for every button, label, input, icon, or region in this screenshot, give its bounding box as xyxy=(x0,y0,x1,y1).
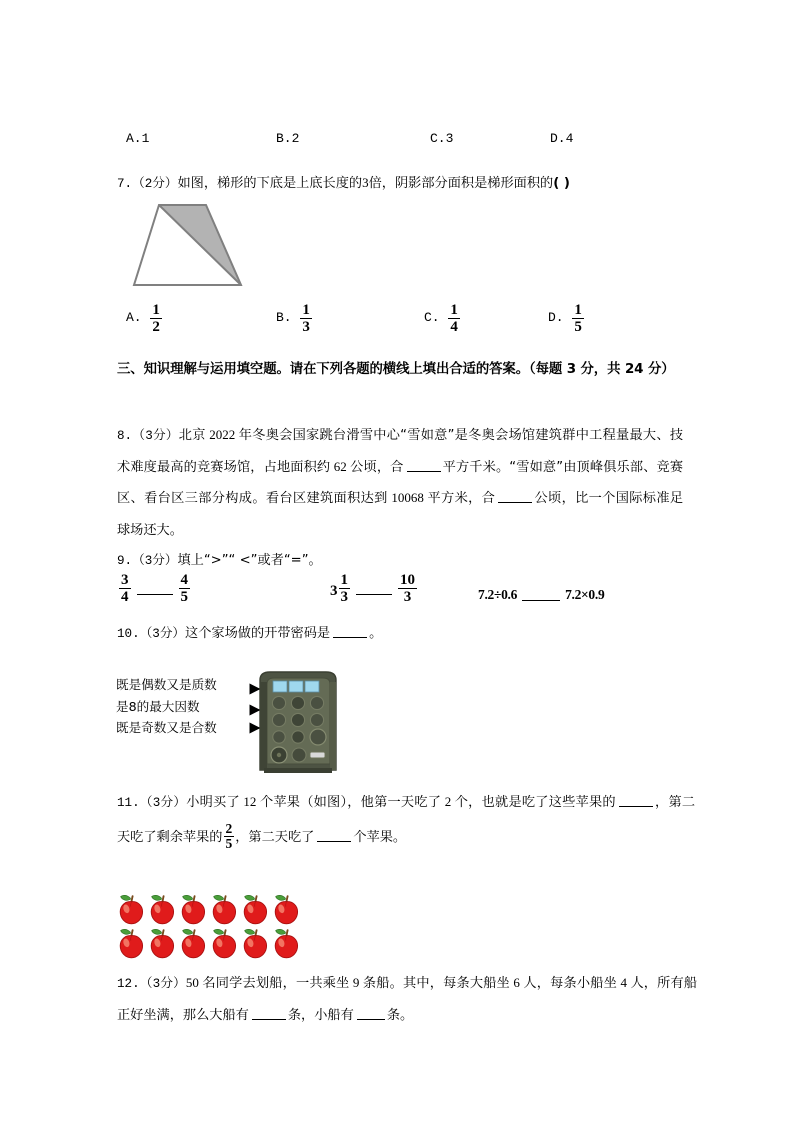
q8-area2: 10068 xyxy=(391,490,424,505)
denominator: 4 xyxy=(121,589,129,606)
q11-count-day1: 2 xyxy=(444,794,452,809)
q7-text-after: 倍，阴影部分面积是梯形面积的 xyxy=(368,176,554,191)
question-10-stem xyxy=(117,618,717,650)
denominator: 4 xyxy=(450,319,458,336)
q8-blank-2[interactable] xyxy=(498,489,532,503)
trapezoid-figure xyxy=(128,200,248,297)
q8-part2: 年冬奥会国家跳台滑雪中心“雪如意”是冬奥会场馆建筑群中工程量最大、技术难度最高的竞赛场馆，占地面积约 xyxy=(117,428,684,475)
safe-label-3: 既是奇数又是合数 xyxy=(116,720,217,735)
question-7-stem xyxy=(117,168,697,200)
q12-small-seats: 4 xyxy=(620,975,627,990)
q12-students: 50 xyxy=(185,975,199,990)
apple xyxy=(275,895,297,923)
q7-score: （2分） xyxy=(132,177,178,191)
q11-part4: ，第二天吃了剩余苹果的 xyxy=(117,795,696,845)
trapezoid-svg xyxy=(128,200,248,292)
q12-part7: 条。 xyxy=(386,1007,414,1023)
q11-part2: 个苹果（如图），他第一天吃了 xyxy=(259,795,442,810)
question-12 xyxy=(117,968,697,1031)
q12-part2: 名同学去划船，一共乘坐 xyxy=(202,976,350,991)
numerator: 10 xyxy=(400,572,415,588)
q11-score: （3分） xyxy=(139,796,187,810)
q9-comparison-3[interactable] xyxy=(478,586,604,604)
q7-option-b-label: B. xyxy=(276,310,292,325)
q8-year: 2022 xyxy=(209,427,236,442)
option-c[interactable]: C.3 xyxy=(430,131,454,146)
q11-number: 11. xyxy=(117,796,140,810)
q9-comparison-2[interactable] xyxy=(330,572,418,605)
q9-text: 填上“>”“ <”或者“=”。 xyxy=(177,553,322,568)
q10-blank[interactable] xyxy=(333,624,367,638)
numerator: 4 xyxy=(180,572,188,588)
denominator: 5 xyxy=(574,319,582,336)
apple xyxy=(151,895,173,923)
display-slot-2 xyxy=(289,681,303,692)
q11-part6: 个苹果。 xyxy=(353,830,407,845)
denominator: 5 xyxy=(225,836,233,852)
question-8 xyxy=(117,420,683,546)
q12-part5: 人，所有船正好坐满，那么大船有 xyxy=(117,976,698,1023)
q9-c2-left-mixed xyxy=(330,572,351,605)
apple xyxy=(275,929,297,957)
numerator: 1 xyxy=(152,302,160,318)
numerator: 2 xyxy=(225,820,233,836)
q11-part3: 个，也就是吃了这些苹果的 xyxy=(454,795,616,810)
option-a[interactable]: A.1 xyxy=(126,131,150,146)
q7-option-a[interactable] xyxy=(126,302,163,335)
q9-score: （3分） xyxy=(132,554,178,568)
q9-c2-blank[interactable] xyxy=(356,586,392,595)
whole-part: 3 xyxy=(330,583,338,600)
q11-part1: 小明买了 xyxy=(186,795,240,810)
q10-text: 这个家场做的开带密码是 xyxy=(185,626,331,641)
q8-part1: 北京 xyxy=(178,428,206,443)
safe-body xyxy=(260,672,336,773)
option-d[interactable]: D.4 xyxy=(550,131,574,146)
safe-keypad-figure xyxy=(112,666,362,776)
q11-count-total: 12 xyxy=(243,794,257,809)
q12-blank-2[interactable] xyxy=(357,1006,385,1020)
apple-grid-svg xyxy=(118,893,313,965)
q7-number: 7. xyxy=(117,177,133,191)
q9-c1-blank[interactable] xyxy=(137,586,173,595)
q12-number: 12. xyxy=(117,977,140,991)
q8-unit1: 公顷，合 xyxy=(350,459,404,475)
q7-option-d[interactable] xyxy=(548,302,585,335)
q8-number: 8. xyxy=(117,429,133,443)
apple xyxy=(120,895,142,923)
q7-text-before: 如图，梯形的下底是上底长度的 xyxy=(177,176,363,191)
denominator: 2 xyxy=(152,319,160,336)
numerator: 1 xyxy=(450,302,458,318)
denominator: 3 xyxy=(302,319,310,336)
q7-option-d-fraction xyxy=(572,302,584,335)
q9-c2-left-fraction xyxy=(339,572,351,605)
q9-c3-blank[interactable] xyxy=(522,592,560,601)
denominator: 5 xyxy=(180,589,188,606)
question-11 xyxy=(117,785,695,855)
q7-option-a-label: A. xyxy=(126,310,142,325)
safe-label-1: 既是偶数又是质数 xyxy=(116,677,217,692)
apple xyxy=(213,929,235,957)
apple-grid-figure xyxy=(118,893,313,970)
numerator: 1 xyxy=(340,572,348,588)
q7-option-d-label: D. xyxy=(548,310,564,325)
q12-big-seats: 6 xyxy=(513,975,520,990)
q7-option-c-fraction xyxy=(448,302,460,335)
apple xyxy=(120,929,142,957)
q7-answer-bracket[interactable]: ( ) xyxy=(553,176,570,191)
q12-part6: 条，小船有 xyxy=(287,1007,354,1023)
q9-comparison-1[interactable] xyxy=(118,572,191,605)
q9-number: 9. xyxy=(117,554,133,568)
option-b[interactable]: B.2 xyxy=(276,131,300,146)
apple xyxy=(244,895,266,923)
denominator: 3 xyxy=(398,588,417,605)
apple xyxy=(182,895,204,923)
apple xyxy=(182,929,204,957)
display-slot-3 xyxy=(305,681,319,692)
q8-blank-1[interactable] xyxy=(407,458,441,472)
apple xyxy=(151,929,173,957)
q10-tail: 。 xyxy=(369,626,383,641)
apple xyxy=(213,895,235,923)
q7-option-c[interactable] xyxy=(424,302,461,335)
q7-option-c-label: C. xyxy=(424,310,440,325)
q9-c1-right-fraction xyxy=(179,572,191,605)
q12-part3: 条船。其中，每条大船坐 xyxy=(362,976,510,991)
q9-c3-left-expression: 7.2÷0.6 xyxy=(478,587,518,602)
q11-part5: ，第二天吃了 xyxy=(235,830,315,845)
q12-blank-1[interactable] xyxy=(252,1006,286,1020)
q7-multiplier: 3 xyxy=(362,175,369,190)
q10-score: （3分） xyxy=(139,627,186,641)
q7-option-b-fraction xyxy=(300,302,312,335)
q9-c3-right-expression: 7.2×0.9 xyxy=(565,587,605,602)
q12-boats: 9 xyxy=(352,975,360,990)
q11-fraction xyxy=(224,822,235,852)
q7-option-a-fraction xyxy=(150,302,162,335)
safe-label-2: 是8的最大因数 xyxy=(116,699,200,714)
q12-score: （3分） xyxy=(139,977,186,991)
q8-area1: 62 xyxy=(333,458,347,474)
q8-score: （3分） xyxy=(132,429,179,443)
display-slot-1 xyxy=(273,681,287,692)
q11-blank-2[interactable] xyxy=(317,828,351,842)
q8-unit2b: 公顷，比一个国际标准足球场还大。 xyxy=(117,491,684,538)
q7-option-b[interactable] xyxy=(276,302,313,335)
section-3-heading: 三、知识理解与运用填空题。请在下列各题的横线上填出合适的答案。（每题 3 分，共 24 分） xyxy=(117,362,675,377)
numerator: 3 xyxy=(121,572,129,588)
numerator: 1 xyxy=(574,302,582,318)
numerator: 1 xyxy=(302,302,310,318)
q9-c2-right-fraction xyxy=(398,572,417,605)
q8-unit1b: 平方千米。“雪如意”由顶峰俱乐部、竞赛区、看台区三部分构成。看台区建筑面积达到 xyxy=(117,459,684,506)
q12-part4: 人，每条小船坐 xyxy=(523,976,617,991)
q9-c1-left-fraction xyxy=(119,572,131,605)
apple xyxy=(244,929,266,957)
q10-number: 10. xyxy=(117,627,140,641)
q11-blank-1[interactable] xyxy=(619,793,653,807)
q8-unit2: 平方米，合 xyxy=(427,491,496,506)
denominator: 3 xyxy=(340,589,348,606)
